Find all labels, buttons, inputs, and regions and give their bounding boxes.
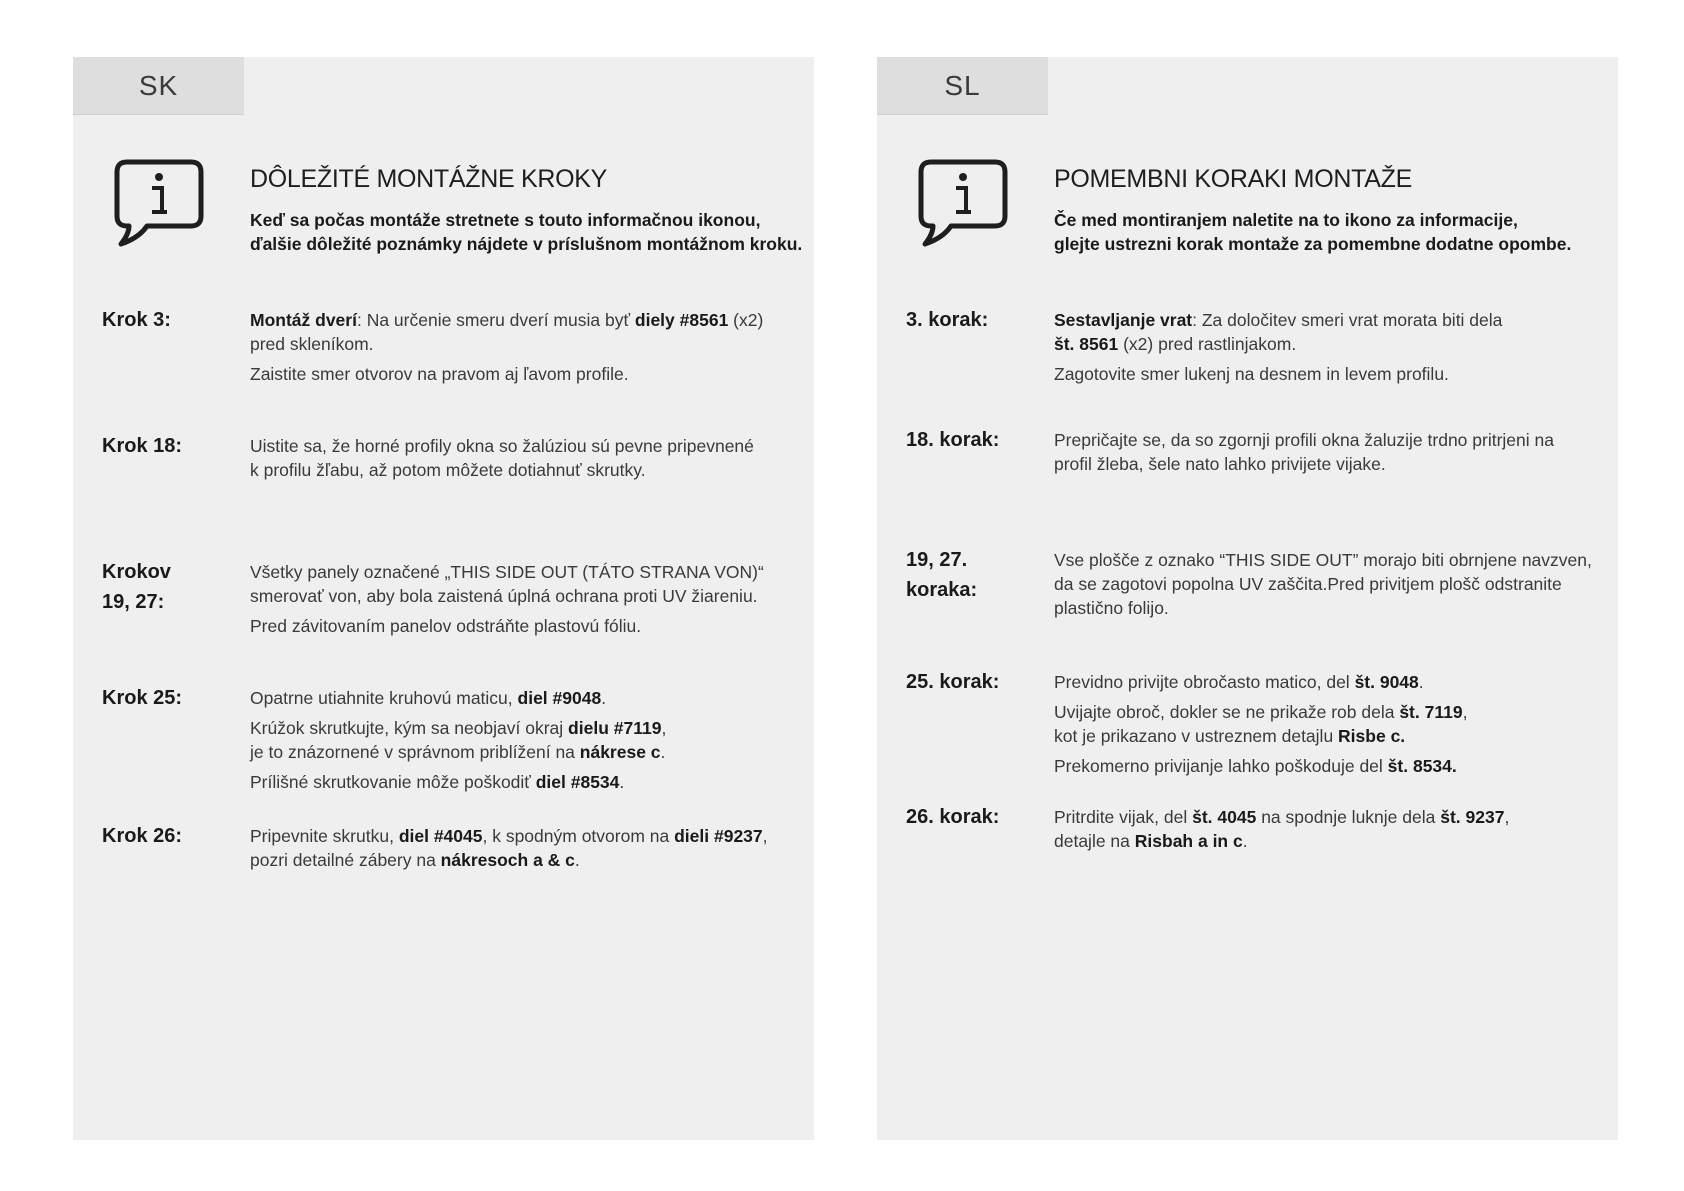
text-run: , — [661, 718, 667, 738]
bold-text: diely #8561 — [634, 310, 729, 330]
text-run: . — [1418, 672, 1424, 692]
step-label: 26. korak: — [906, 806, 1000, 828]
step-body — [1054, 548, 1599, 626]
step-paragraph — [1054, 548, 1599, 620]
step-paragraph — [250, 716, 795, 764]
bold-text: št. 4045 — [1192, 807, 1257, 827]
text-run: k profilu žľabu, až potom môžete dotiahnuť skrutky. — [250, 460, 646, 480]
info-speech-bubble-icon — [113, 158, 205, 250]
text-run: Pripevnite skrutku, — [250, 826, 399, 846]
text-run: : Za določitev smeri vrat morata biti dela — [1192, 310, 1503, 330]
text-line — [250, 716, 795, 740]
text-line — [250, 848, 795, 872]
text-line — [250, 740, 795, 764]
step-label: 18. korak: — [906, 429, 1000, 451]
step-paragraph — [250, 434, 795, 482]
page-title: POMEMBNI KORAKI MONTAŽE — [1054, 165, 1412, 193]
step-body — [250, 686, 795, 800]
text-run: pred skleníkom. — [250, 334, 374, 354]
text-line — [250, 824, 795, 848]
text-run: Zaistite smer otvorov na pravom aj ľavom profile. — [250, 364, 629, 384]
step-paragraph — [250, 824, 795, 872]
step-paragraph — [250, 362, 795, 386]
step-label: Krokov 19, 27: — [102, 561, 171, 613]
step-body — [250, 824, 795, 878]
intro-text: Keď sa počas montáže stretnete s touto informačnou ikonou, ďalšie dôležité poznámky nájdete v príslušnom montážnom kroku. — [250, 210, 803, 254]
step-label: Krok 25: — [102, 687, 183, 709]
text-line — [1054, 754, 1599, 778]
step-paragraph — [250, 308, 795, 356]
page-sk — [73, 57, 814, 1140]
step-body — [1054, 670, 1599, 784]
text-run: Všetky panely označené „THIS SIDE OUT (TÁTO STRANA VON)“ — [250, 562, 764, 582]
text-line — [250, 584, 795, 608]
text-line — [1054, 724, 1599, 748]
text-line — [1054, 548, 1599, 572]
text-line — [250, 560, 795, 584]
text-run: . — [660, 742, 666, 762]
bold-text: diel #4045 — [398, 826, 483, 846]
step-label: Krok 18: — [102, 435, 183, 457]
intro-text: Če med montiranjem naletite na to ikono za informacije, glejte ustrezni korak montaže za pomembne dodatne opombe. — [1054, 210, 1572, 254]
text-run: smerovať von, aby bola zaistená úplná ochrana proti UV žiareniu. — [250, 586, 758, 606]
text-line — [1054, 805, 1599, 829]
language-tab: SK — [73, 57, 244, 115]
bold-text: št. 8561 — [1054, 334, 1119, 354]
text-run: Uvijajte obroč, dokler se ne prikaže rob dela — [1054, 702, 1400, 722]
page-sl — [877, 57, 1618, 1140]
step-body — [1054, 805, 1599, 859]
text-run: . — [601, 688, 607, 708]
text-run: profil žleba, šele nato lahko privijete vijake. — [1054, 454, 1386, 474]
bold-text: Sestavljanje vrat — [1054, 310, 1193, 330]
step-paragraph — [1054, 308, 1599, 356]
text-line — [250, 614, 795, 638]
text-line — [1054, 572, 1599, 596]
text-line — [250, 362, 795, 386]
text-run: kot je prikazano v ustreznem detajlu — [1054, 726, 1339, 746]
text-line — [250, 434, 795, 458]
step-body — [1054, 308, 1599, 392]
step-body — [250, 434, 795, 488]
bold-text: št. 9048 — [1354, 672, 1419, 692]
text-run: (x2) — [728, 310, 764, 330]
text-line — [250, 308, 795, 332]
text-run: , — [1504, 807, 1510, 827]
text-run: , — [762, 826, 768, 846]
text-run: Zagotovite smer lukenj na desnem in levem profilu. — [1054, 364, 1449, 384]
step-body — [1054, 428, 1599, 482]
text-line — [1054, 308, 1599, 332]
text-run: (x2) pred rastlinjakom. — [1118, 334, 1297, 354]
text-run: Prekomerno privijanje lahko poškoduje del — [1054, 756, 1388, 776]
text-run: , k spodným otvorom na — [482, 826, 675, 846]
text-run: Prepričajte se, da so zgornji profili okna žaluzije trdno pritrjeni na — [1054, 430, 1554, 450]
text-run: Opatrne utiahnite kruhovú maticu, — [250, 688, 518, 708]
text-line — [250, 770, 795, 794]
text-run: Pred závitovaním panelov odstráňte plastovú fóliu. — [250, 616, 642, 636]
text-run: . — [1242, 831, 1248, 851]
step-body — [250, 560, 795, 644]
info-speech-bubble-icon — [917, 158, 1009, 250]
text-run: Previdno privijte obročasto matico, del — [1054, 672, 1355, 692]
step-paragraph — [1054, 805, 1599, 853]
step-paragraph — [1054, 700, 1599, 748]
text-line — [1054, 428, 1599, 452]
step-label: Krok 3: — [102, 309, 171, 331]
text-run: detajle na — [1054, 831, 1135, 851]
bold-text: št. 7119 — [1399, 702, 1463, 722]
step-paragraph — [250, 686, 795, 710]
text-line — [250, 332, 795, 356]
text-run: Krúžok skrutkujte, kým sa neobjaví okraj — [250, 718, 569, 738]
text-run: Uistite sa, že horné profily okna so žalúziou sú pevne pripevnené — [250, 436, 754, 456]
step-label: 3. korak: — [906, 309, 989, 331]
bold-text: dieli #9237 — [674, 826, 763, 846]
step-label: 19, 27. koraka: — [906, 549, 978, 601]
step-paragraph — [1054, 670, 1599, 694]
text-run: da se zagotovi popolna UV zaščita.Pred privitjem plošč odstranite — [1054, 574, 1562, 594]
text-line — [1054, 362, 1599, 386]
step-label: 25. korak: — [906, 671, 1000, 693]
page-title: DÔLEŽITÉ MONTÁŽNE KROKY — [250, 165, 608, 193]
language-tab: SL — [877, 57, 1048, 115]
text-line — [1054, 332, 1599, 356]
text-line — [250, 686, 795, 710]
step-paragraph — [250, 770, 795, 794]
text-run: Pritrdite vijak, del — [1054, 807, 1193, 827]
text-run: na spodnje luknje dela — [1256, 807, 1441, 827]
text-run: je to znázornené v správnom priblížení na — [250, 742, 580, 762]
bold-text: št. 9237 — [1440, 807, 1505, 827]
text-run: Vse plošče z oznako “THIS SIDE OUT” morajo biti obrnjene navzven, — [1054, 550, 1592, 570]
text-line — [250, 458, 795, 482]
step-paragraph — [1054, 754, 1599, 778]
text-run: Prílišné skrutkovanie môže poškodiť — [250, 772, 536, 792]
text-run: . — [574, 850, 580, 870]
text-run: pozri detailné zábery na — [250, 850, 441, 870]
bold-text: št. 8534. — [1387, 756, 1457, 776]
bold-text: diel #8534 — [535, 772, 620, 792]
bold-text: dielu #7119 — [568, 718, 662, 738]
bold-text: nákrese c — [579, 742, 661, 762]
text-run: plastično folijo. — [1054, 598, 1169, 618]
bold-text: Montáž dverí — [250, 310, 357, 330]
text-line — [1054, 596, 1599, 620]
bold-text: nákresoch a & c — [440, 850, 575, 870]
text-run: , — [1462, 702, 1468, 722]
text-run: : Na určenie smeru dverí musia byť — [356, 310, 635, 330]
text-line — [1054, 829, 1599, 853]
text-line — [1054, 670, 1599, 694]
step-paragraph — [250, 560, 795, 608]
bold-text: diel #9048 — [517, 688, 602, 708]
text-line — [1054, 452, 1599, 476]
step-label: Krok 26: — [102, 825, 183, 847]
bold-text: Risbe c. — [1338, 726, 1406, 746]
step-paragraph — [250, 614, 795, 638]
step-paragraph — [1054, 362, 1599, 386]
bold-text: Risbah a in c — [1134, 831, 1243, 851]
step-paragraph — [1054, 428, 1599, 476]
step-body — [250, 308, 795, 392]
text-line — [1054, 700, 1599, 724]
text-run: . — [619, 772, 625, 792]
